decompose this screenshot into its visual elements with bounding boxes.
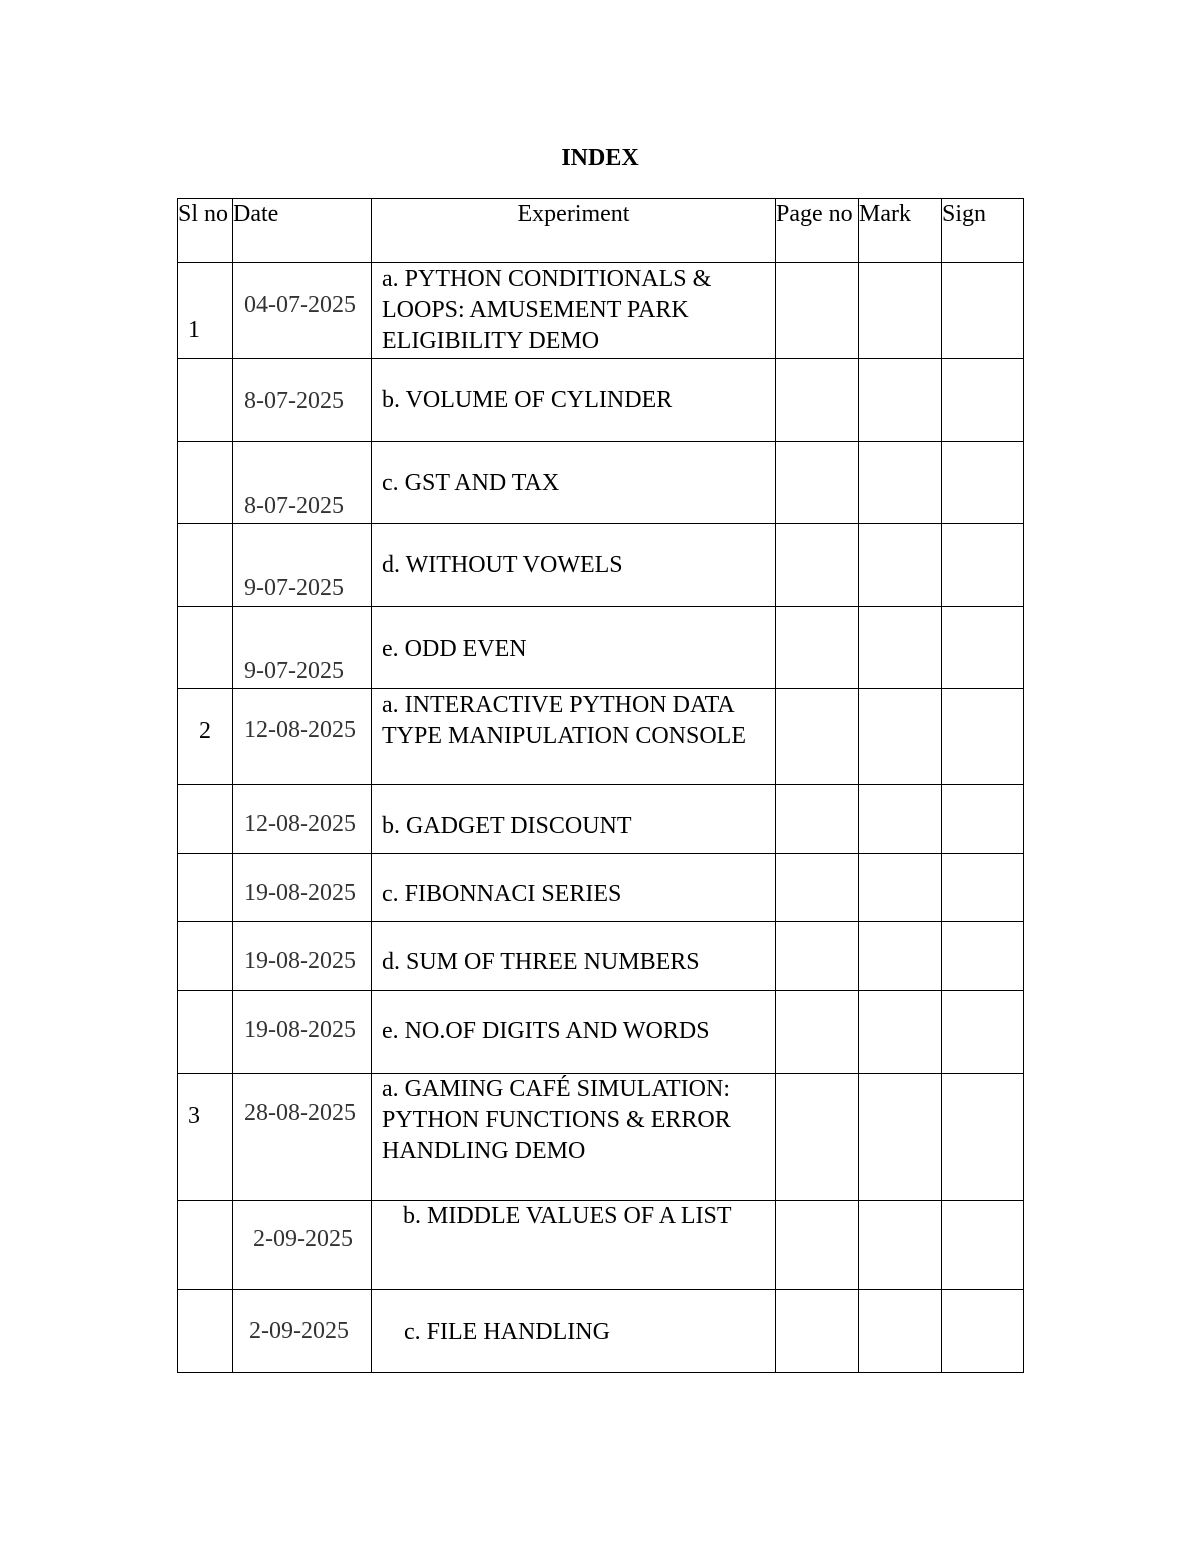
mark-cell bbox=[859, 607, 942, 689]
experiment-cell: b. VOLUME OF CYLINDER bbox=[372, 359, 776, 442]
table-row bbox=[178, 1201, 1024, 1290]
page-no-cell bbox=[776, 263, 859, 359]
experiment-cell: c. FIBONNACI SERIES bbox=[372, 854, 776, 922]
sign-cell bbox=[942, 607, 1024, 689]
page-no-cell bbox=[776, 922, 859, 991]
table-row bbox=[178, 922, 1024, 991]
page-no-cell bbox=[776, 524, 859, 607]
sign-cell bbox=[942, 689, 1024, 785]
mark-cell bbox=[859, 263, 942, 359]
experiment-cell: c. FILE HANDLING bbox=[372, 1290, 776, 1373]
page-no-cell bbox=[776, 359, 859, 442]
page-title: INDEX bbox=[561, 145, 639, 171]
experiment-cell: c. GST AND TAX bbox=[372, 442, 776, 524]
sign-cell bbox=[942, 359, 1024, 442]
sl-no-cell bbox=[178, 524, 233, 607]
mark-cell bbox=[859, 785, 942, 854]
sl-no-cell bbox=[178, 1290, 233, 1373]
table-row bbox=[178, 1074, 1024, 1201]
experiment-cell: e. NO.OF DIGITS AND WORDS bbox=[372, 991, 776, 1074]
page-no-cell bbox=[776, 785, 859, 854]
sign-cell bbox=[942, 854, 1024, 922]
experiment-cell: a. PYTHON CONDITIONALS & LOOPS: AMUSEMENT PARK ELIGIBILITY DEMO bbox=[372, 263, 776, 359]
header-mark: Mark bbox=[859, 199, 942, 263]
mark-cell bbox=[859, 991, 942, 1074]
sl-no-cell bbox=[178, 442, 233, 524]
sign-cell bbox=[942, 1201, 1024, 1290]
experiment-cell: e. ODD EVEN bbox=[372, 607, 776, 689]
header-row bbox=[178, 199, 1024, 263]
mark-cell bbox=[859, 1290, 942, 1373]
sl-no-cell bbox=[178, 1201, 233, 1290]
date-cell: 19-08-2025 bbox=[233, 991, 372, 1074]
sl-no-cell bbox=[178, 922, 233, 991]
sl-no-cell bbox=[178, 607, 233, 689]
table-row bbox=[178, 1290, 1024, 1373]
date-cell: 2-09-2025 bbox=[233, 1201, 372, 1290]
table-row bbox=[178, 991, 1024, 1074]
page-no-cell bbox=[776, 1290, 859, 1373]
date-cell: 19-08-2025 bbox=[233, 854, 372, 922]
experiment-cell: b. MIDDLE VALUES OF A LIST bbox=[372, 1201, 776, 1290]
sl-no-cell: 2 bbox=[178, 689, 233, 785]
mark-cell bbox=[859, 922, 942, 991]
table-row bbox=[178, 785, 1024, 854]
page-no-cell bbox=[776, 991, 859, 1074]
header-page-no: Page no bbox=[776, 199, 859, 263]
table-row bbox=[178, 442, 1024, 524]
page-no-cell bbox=[776, 854, 859, 922]
page-no-cell bbox=[776, 607, 859, 689]
date-cell: 9-07-2025 bbox=[233, 607, 372, 689]
date-cell: 12-08-2025 bbox=[233, 785, 372, 854]
table-row bbox=[178, 263, 1024, 359]
date-cell: 04-07-2025 bbox=[233, 263, 372, 359]
experiment-cell: a. INTERACTIVE PYTHON DATA TYPE MANIPULATION CONSOLE bbox=[372, 689, 776, 785]
date-cell: 12-08-2025 bbox=[233, 689, 372, 785]
sign-cell bbox=[942, 442, 1024, 524]
experiment-cell: a. GAMING CAFÉ SIMULATION: PYTHON FUNCTIONS & ERROR HANDLING DEMO bbox=[372, 1074, 776, 1201]
sign-cell bbox=[942, 991, 1024, 1074]
sign-cell bbox=[942, 524, 1024, 607]
sign-cell bbox=[942, 785, 1024, 854]
experiment-cell: d. WITHOUT VOWELS bbox=[372, 524, 776, 607]
mark-cell bbox=[859, 442, 942, 524]
mark-cell bbox=[859, 1201, 942, 1290]
table-row bbox=[178, 524, 1024, 607]
mark-cell bbox=[859, 1074, 942, 1201]
sl-no-cell bbox=[178, 359, 233, 442]
index-table bbox=[177, 198, 1024, 1373]
header-sl-no: Sl no bbox=[178, 199, 233, 263]
sl-no-cell bbox=[178, 854, 233, 922]
sign-cell bbox=[942, 922, 1024, 991]
mark-cell bbox=[859, 689, 942, 785]
sign-cell bbox=[942, 263, 1024, 359]
header-sign: Sign bbox=[942, 199, 1024, 263]
date-cell: 9-07-2025 bbox=[233, 524, 372, 607]
date-cell: 19-08-2025 bbox=[233, 922, 372, 991]
experiment-cell: d. SUM OF THREE NUMBERS bbox=[372, 922, 776, 991]
table-row bbox=[178, 607, 1024, 689]
table-row bbox=[178, 359, 1024, 442]
page-no-cell bbox=[776, 442, 859, 524]
sl-no-cell bbox=[178, 991, 233, 1074]
sl-no-cell bbox=[178, 785, 233, 854]
date-cell: 2-09-2025 bbox=[233, 1290, 372, 1373]
table-row bbox=[178, 689, 1024, 785]
date-cell: 8-07-2025 bbox=[233, 442, 372, 524]
header-date: Date bbox=[233, 199, 372, 263]
page-no-cell bbox=[776, 689, 859, 785]
sl-no-cell: 3 bbox=[178, 1074, 233, 1201]
mark-cell bbox=[859, 854, 942, 922]
date-cell: 8-07-2025 bbox=[233, 359, 372, 442]
page-no-cell bbox=[776, 1074, 859, 1201]
sign-cell bbox=[942, 1074, 1024, 1201]
sign-cell bbox=[942, 1290, 1024, 1373]
page-no-cell bbox=[776, 1201, 859, 1290]
experiment-cell: b. GADGET DISCOUNT bbox=[372, 785, 776, 854]
header-experiment: Experiment bbox=[372, 199, 776, 263]
mark-cell bbox=[859, 524, 942, 607]
table-row bbox=[178, 854, 1024, 922]
mark-cell bbox=[859, 359, 942, 442]
sl-no-cell: 1 bbox=[178, 263, 233, 359]
date-cell: 28-08-2025 bbox=[233, 1074, 372, 1201]
